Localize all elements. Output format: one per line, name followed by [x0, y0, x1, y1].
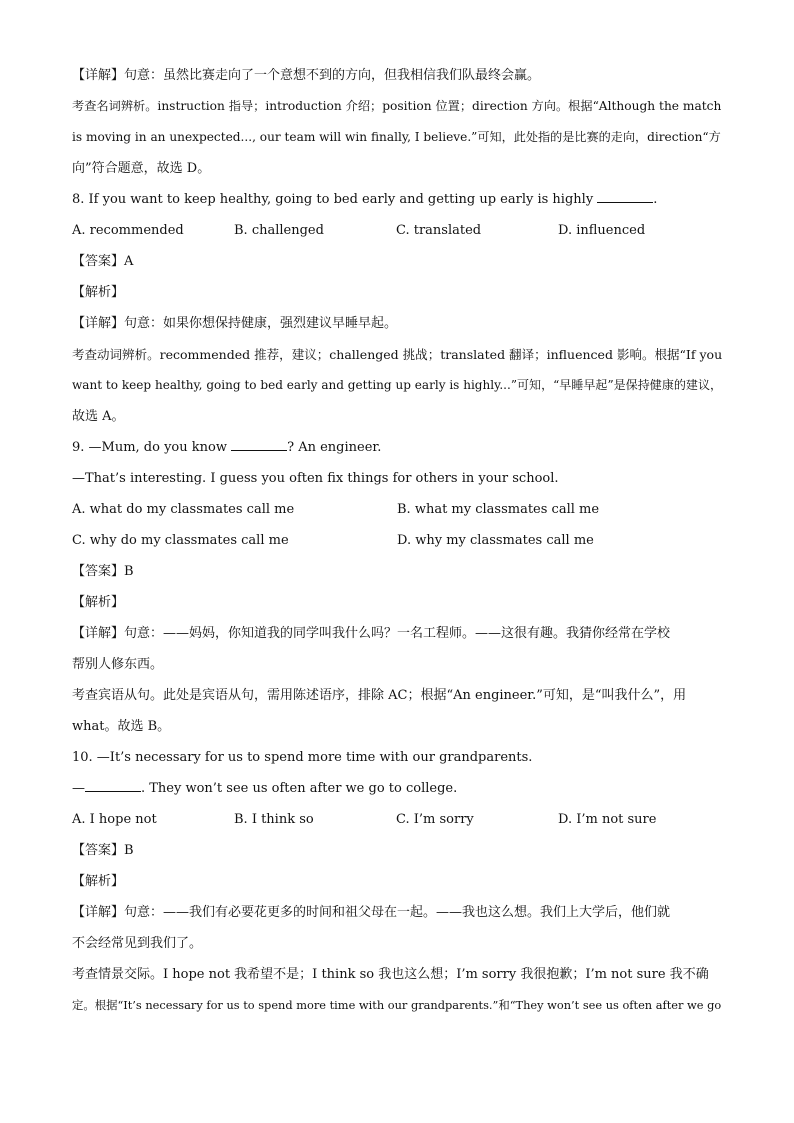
q7-detail: 【详解】句意：虽然比赛走向了一个意想不到的方向，但我相信我们队最终会赢。: [72, 68, 541, 83]
q8-stem-end: .: [653, 192, 658, 207]
q9-option-d: D. why my classmates call me: [397, 533, 594, 548]
q9-stem-text: 9. —Mum, do you know: [72, 440, 232, 455]
q10-dash: —: [72, 781, 85, 796]
q9-option-b: B. what my classmates call me: [397, 502, 600, 517]
q8-analysis-line-3: 故选 A。: [72, 409, 125, 424]
q9-analysis-line-2: what。故选 B。: [72, 719, 171, 734]
q9-blank: [231, 436, 287, 451]
q7-analysis-line-1: 考查名词辨析。instruction 指导；introduction 介绍；position 位置；direction 方向。根据“Although the match: [72, 99, 722, 113]
q9-answer: 【答案】B: [72, 564, 134, 579]
q8-analysis-line-2: want to keep healthy, going to bed early and getting up early is highly...”可知，“早睡早起”是保持健康的建议，: [72, 378, 723, 392]
q10-analysis-line-1: 考查情景交际。I hope not 我希望不是；I think so 我也这么想；I’m sorry 我很抱歉；I’m not sure 我不确: [72, 967, 709, 982]
q10-option-b: B. I think so: [234, 812, 314, 827]
q9-option-c: C. why do my classmates call me: [72, 533, 289, 548]
q10-answer: 【答案】B: [72, 843, 134, 858]
q8-options: [72, 215, 722, 246]
q9-stem-end: ? An engineer.: [287, 440, 382, 455]
q9-options-row-2: [72, 525, 722, 556]
q8-blank: [597, 188, 653, 203]
q10-option-c: C. I’m sorry: [396, 812, 474, 827]
q8-option-b: B. challenged: [234, 223, 324, 238]
q10-option-d: D. I’m not sure: [558, 812, 657, 827]
q10-option-a: A. I hope not: [72, 812, 157, 827]
q9-stem: [72, 432, 722, 463]
q10-detail-line-1: 【详解】句意：——我们有必要花更多的时间和祖父母在一起。——我也这么想。我们上大学后，他们就: [72, 905, 671, 920]
q10-options: [72, 804, 722, 835]
q8-jiexi-label: 【解析】: [72, 285, 125, 300]
q9-jiexi-label: 【解析】: [72, 595, 125, 610]
q8-stem: [72, 184, 722, 215]
q9-options-row-1: [72, 494, 722, 525]
q9-option-a: A. what do my classmates call me: [72, 502, 295, 517]
q10-stem-line-1: 10. —It’s necessary for us to spend more time with our grandparents.: [72, 750, 533, 765]
q10-jiexi-label: 【解析】: [72, 874, 125, 889]
q7-analysis-line-2: is moving in an unexpected..., our team will win finally, I believe.”可知，此处指的是比赛的走向，direction“方: [72, 130, 721, 144]
q7-analysis-line-3: 向”符合题意，故选 D。: [72, 161, 211, 176]
q8-answer: 【答案】A: [72, 254, 134, 269]
q8-detail: 【详解】句意：如果你想保持健康，强烈建议早睡早起。: [72, 316, 398, 331]
document-page: [72, 60, 722, 1021]
q10-blank: [85, 777, 141, 792]
q10-analysis-line-2: 定。根据“It’s necessary for us to spend more time with our grandparents.”和“They won’t see us often after we go: [72, 998, 722, 1012]
q8-option-a: A. recommended: [72, 223, 184, 238]
q10-stem-line-2: [72, 773, 722, 804]
q10-detail-line-2: 不会经常见到我们了。: [72, 936, 203, 951]
q9-analysis-line-1: 考查宾语从句。此处是宾语从句，需用陈述语序，排除 AC；根据“An engineer.”可知，是“叫我什么”，用: [72, 688, 687, 703]
q9-detail-line-2: 帮别人修东西。: [72, 657, 164, 672]
q8-option-c: C. translated: [396, 223, 482, 238]
q8-stem-text: 8. If you want to keep healthy, going to bed early and getting up early is highly: [72, 192, 598, 207]
q8-option-d: D. influenced: [558, 223, 646, 238]
q9-detail-line-1: 【详解】句意：——妈妈，你知道我的同学叫我什么吗？一名工程师。——这很有趣。我猜你经常在学校: [72, 626, 671, 641]
q10-stem-end: . They won’t see us often after we go to college.: [141, 781, 458, 796]
q9-stem-line-2: —That’s interesting. I guess you often fix things for others in your school.: [72, 471, 559, 486]
q8-analysis-line-1: 考查动词辨析。recommended 推荐，建议；challenged 挑战；translated 翻译；influenced 影响。根据“If you: [72, 347, 723, 362]
